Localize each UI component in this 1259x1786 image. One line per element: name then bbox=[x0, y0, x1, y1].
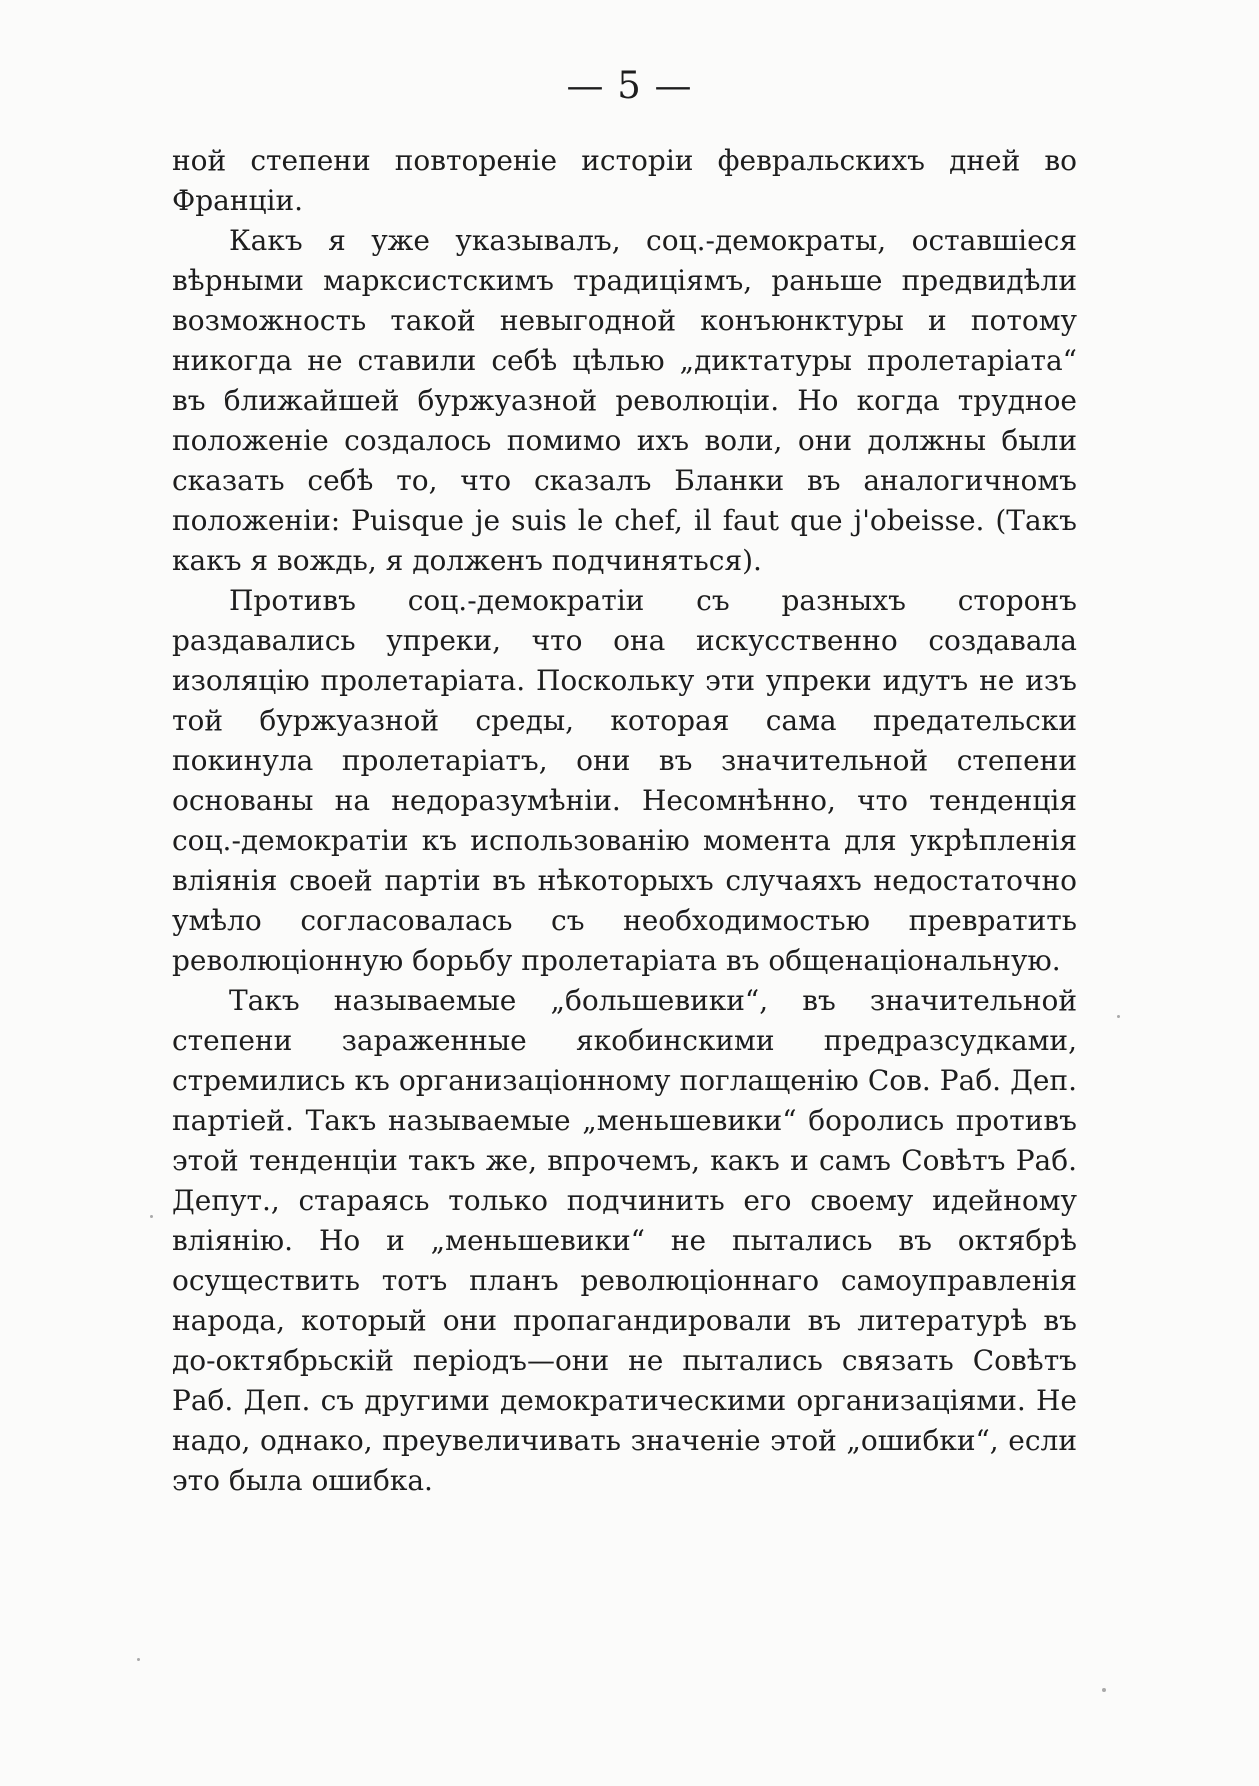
scan-speck bbox=[150, 1215, 153, 1218]
scan-speck bbox=[137, 1658, 140, 1661]
paragraph-social-democrats: Какъ я уже указывалъ, соц.-демократы, оставшіеся вѣрными марксистскимъ традиціямъ, раньше предвидѣли возможность такой невыгодной конъюнктуры и потому никогда не ставили себѣ цѣлью „диктатуры пролетаріата“ въ ближайшей буржуазной революціи. Но когда трудное положеніе создалось помимо ихъ воли, они должны были сказать себѣ то, что сказалъ Бланки въ аналогичномъ положеніи: Puisque je suis le chef, il faut que j'obeisse. (Такъ какъ я вождь, я долженъ подчиняться). bbox=[172, 224, 1077, 577]
scan-speck bbox=[1102, 1688, 1106, 1692]
paragraph-isolation-criticism: Противъ соц.-демократіи съ разныхъ сторонъ раздавались упреки, что она искусственно создавала изоляцію пролетаріата. Поскольку эти упреки идутъ не изъ той буржуазной среды, которая сама предательски покинула пролетаріатъ, они въ значительной степени основаны на недоразумѣніи. Несомнѣнно, что тенденція соц.-демократіи къ использованію момента для укрѣпленія вліянія своей партіи въ нѣкоторыхъ случаяхъ недостаточно умѣло согласовалась съ необходимостью превратить революціонную борьбу пролетаріата въ общенаціональную. bbox=[172, 584, 1077, 977]
page-number: — 5 — bbox=[566, 64, 693, 107]
body-text bbox=[172, 141, 1077, 1501]
scan-speck bbox=[1117, 1015, 1120, 1018]
paragraph-continuation: ной степени повтореніе исторіи февральскихъ дней во Франціи. bbox=[172, 144, 1077, 217]
paragraph-bolsheviks-mensheviks: Такъ называемые „большевики“, въ значительной степени зараженные якобинскими предразсудками, стремились къ организаціонному поглащенію Сов. Раб. Деп. партіей. Такъ называемые „меньшевики“ боролись противъ этой тенденціи такъ же, впрочемъ, какъ и самъ Совѣтъ Раб. Депут., стараясь только подчинить его своему идейному вліянію. Но и „меньшевики“ не пытались въ октябрѣ осуществить тотъ планъ революціоннаго самоуправленія народа, который они пропагандировали въ литературѣ въ до-октябрьскій періодъ—они не пытались связать Совѣтъ Раб. Деп. съ другими демократическими организаціями. Не надо, однако, преувеличивать значеніе этой „ошибки“, если это была ошибка. bbox=[172, 984, 1077, 1497]
